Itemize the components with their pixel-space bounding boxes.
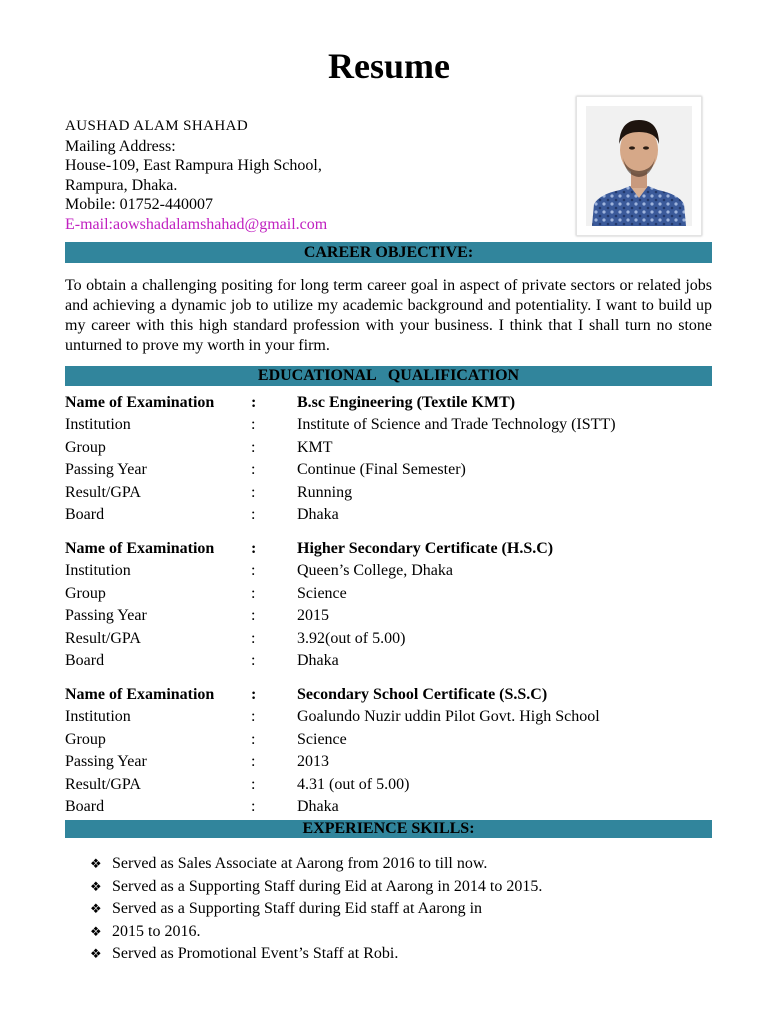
diamond-bullet-icon: ❖ xyxy=(90,901,102,917)
mobile-number: Mobile: 01752-440007 xyxy=(65,196,213,214)
institution-label: Institution xyxy=(65,562,131,580)
board-value: Dhaka xyxy=(297,651,339,669)
separator: : xyxy=(251,730,256,748)
career-objective-text xyxy=(65,276,712,356)
result-value: 4.31 (out of 5.00) xyxy=(297,775,410,793)
contact-block xyxy=(65,117,327,235)
institution-value: Queen’s College, Dhaka xyxy=(297,562,453,580)
exam-label: Name of Examination xyxy=(65,686,215,703)
passing-year-label: Passing Year xyxy=(65,461,147,479)
passing-year-value: Continue (Final Semester) xyxy=(297,461,466,479)
separator: : xyxy=(251,483,256,501)
address-line-2: Rampura, Dhaka. xyxy=(65,176,178,194)
diamond-bullet-icon: ❖ xyxy=(90,946,102,962)
education-heading xyxy=(65,366,712,386)
separator: : xyxy=(251,461,256,479)
separator: : xyxy=(251,775,256,793)
passing-year-value: 2015 xyxy=(297,607,329,625)
list-item xyxy=(90,876,542,899)
list-item xyxy=(90,921,542,944)
applicant-name: AUSHAD ALAM SHAHAD xyxy=(65,118,249,134)
profile-photo xyxy=(576,96,702,236)
list-item xyxy=(90,943,542,966)
portrait-image xyxy=(586,106,692,226)
experience-item: Served as a Supporting Staff during Eid at Aarong in 2014 to 2015. xyxy=(112,877,543,895)
separator: : xyxy=(251,416,256,434)
experience-list xyxy=(90,853,542,966)
separator: : xyxy=(251,753,256,771)
separator: : xyxy=(251,686,257,703)
board-label: Board xyxy=(65,651,105,669)
list-item xyxy=(90,853,542,876)
board-label: Board xyxy=(65,505,105,523)
passing-year-label: Passing Year xyxy=(65,753,147,771)
experience-item: Served as Promotional Event’s Staff at Robi. xyxy=(112,945,399,963)
group-value: Science xyxy=(297,584,347,602)
result-value: 3.92(out of 5.00) xyxy=(297,629,406,647)
separator: : xyxy=(251,438,256,456)
board-label: Board xyxy=(65,797,105,815)
experience-item: 2015 to 2016. xyxy=(112,922,201,940)
separator: : xyxy=(251,505,256,523)
result-label: Result/GPA xyxy=(65,483,141,501)
exam-value: B.sc Engineering (Textile KMT) xyxy=(297,394,516,411)
passing-year-value: 2013 xyxy=(297,753,329,771)
institution-value: Goalundo Nuzir uddin Pilot Govt. High School xyxy=(297,708,600,726)
board-value: Dhaka xyxy=(297,505,339,523)
career-objective-heading: CAREER OBJECTIVE: xyxy=(65,242,712,263)
passing-year-label: Passing Year xyxy=(65,607,147,625)
separator: : xyxy=(251,540,257,557)
exam-value: Secondary School Certificate (S.S.C) xyxy=(297,686,548,703)
exam-label: Name of Examination xyxy=(65,540,215,557)
result-label: Result/GPA xyxy=(65,629,141,647)
separator: : xyxy=(251,708,256,726)
separator: : xyxy=(251,584,256,602)
diamond-bullet-icon: ❖ xyxy=(90,856,102,871)
experience-item: Served as a Supporting Staff during Eid staff at Aarong in xyxy=(112,900,483,918)
institution-label: Institution xyxy=(65,416,131,434)
experience-heading: EXPERIENCE SKILLS: xyxy=(65,820,712,838)
mailing-address-label: Mailing Address: xyxy=(65,137,176,155)
diamond-bullet-icon: ❖ xyxy=(90,923,102,939)
institution-value: Institute of Science and Trade Technology (ISTT) xyxy=(297,416,616,434)
separator: : xyxy=(251,562,256,580)
board-value: Dhaka xyxy=(297,797,339,815)
email-address[interactable]: E-mail:aowshadalamshahad@gmail.com xyxy=(65,215,328,233)
group-label: Group xyxy=(65,730,106,748)
page-title: Resume xyxy=(328,46,450,86)
group-value: KMT xyxy=(297,438,333,456)
diamond-bullet-icon: ❖ xyxy=(90,878,102,894)
career-objective-paragraph: To obtain a challenging positing for long term career goal in aspect of private sectors or related jobs and achieving a dynamic job to utilize my academic background and potentiality. I want to build up my career with this high standard profession with your business. I think that I shall turn no stone unturned to prove my worth in your firm. xyxy=(65,277,712,354)
address-line-1: House-109, East Rampura High School, xyxy=(65,157,322,175)
group-label: Group xyxy=(65,584,106,602)
education-heading-label: EDUCATIONAL QUALIFICATION xyxy=(257,367,520,384)
result-value: Running xyxy=(297,483,353,501)
exam-label: Name of Examination xyxy=(65,394,215,411)
experience-item: Served as Sales Associate at Aarong from 2016 to till now. xyxy=(112,855,488,872)
separator: : xyxy=(251,651,256,669)
institution-label: Institution xyxy=(65,708,131,726)
separator: : xyxy=(251,797,256,815)
separator: : xyxy=(251,394,257,411)
group-label: Group xyxy=(65,438,106,456)
list-item xyxy=(90,898,542,921)
separator: : xyxy=(251,607,256,625)
separator: : xyxy=(251,629,256,647)
group-value: Science xyxy=(297,730,347,748)
exam-value: Higher Secondary Certificate (H.S.C) xyxy=(297,540,554,557)
result-label: Result/GPA xyxy=(65,775,141,793)
